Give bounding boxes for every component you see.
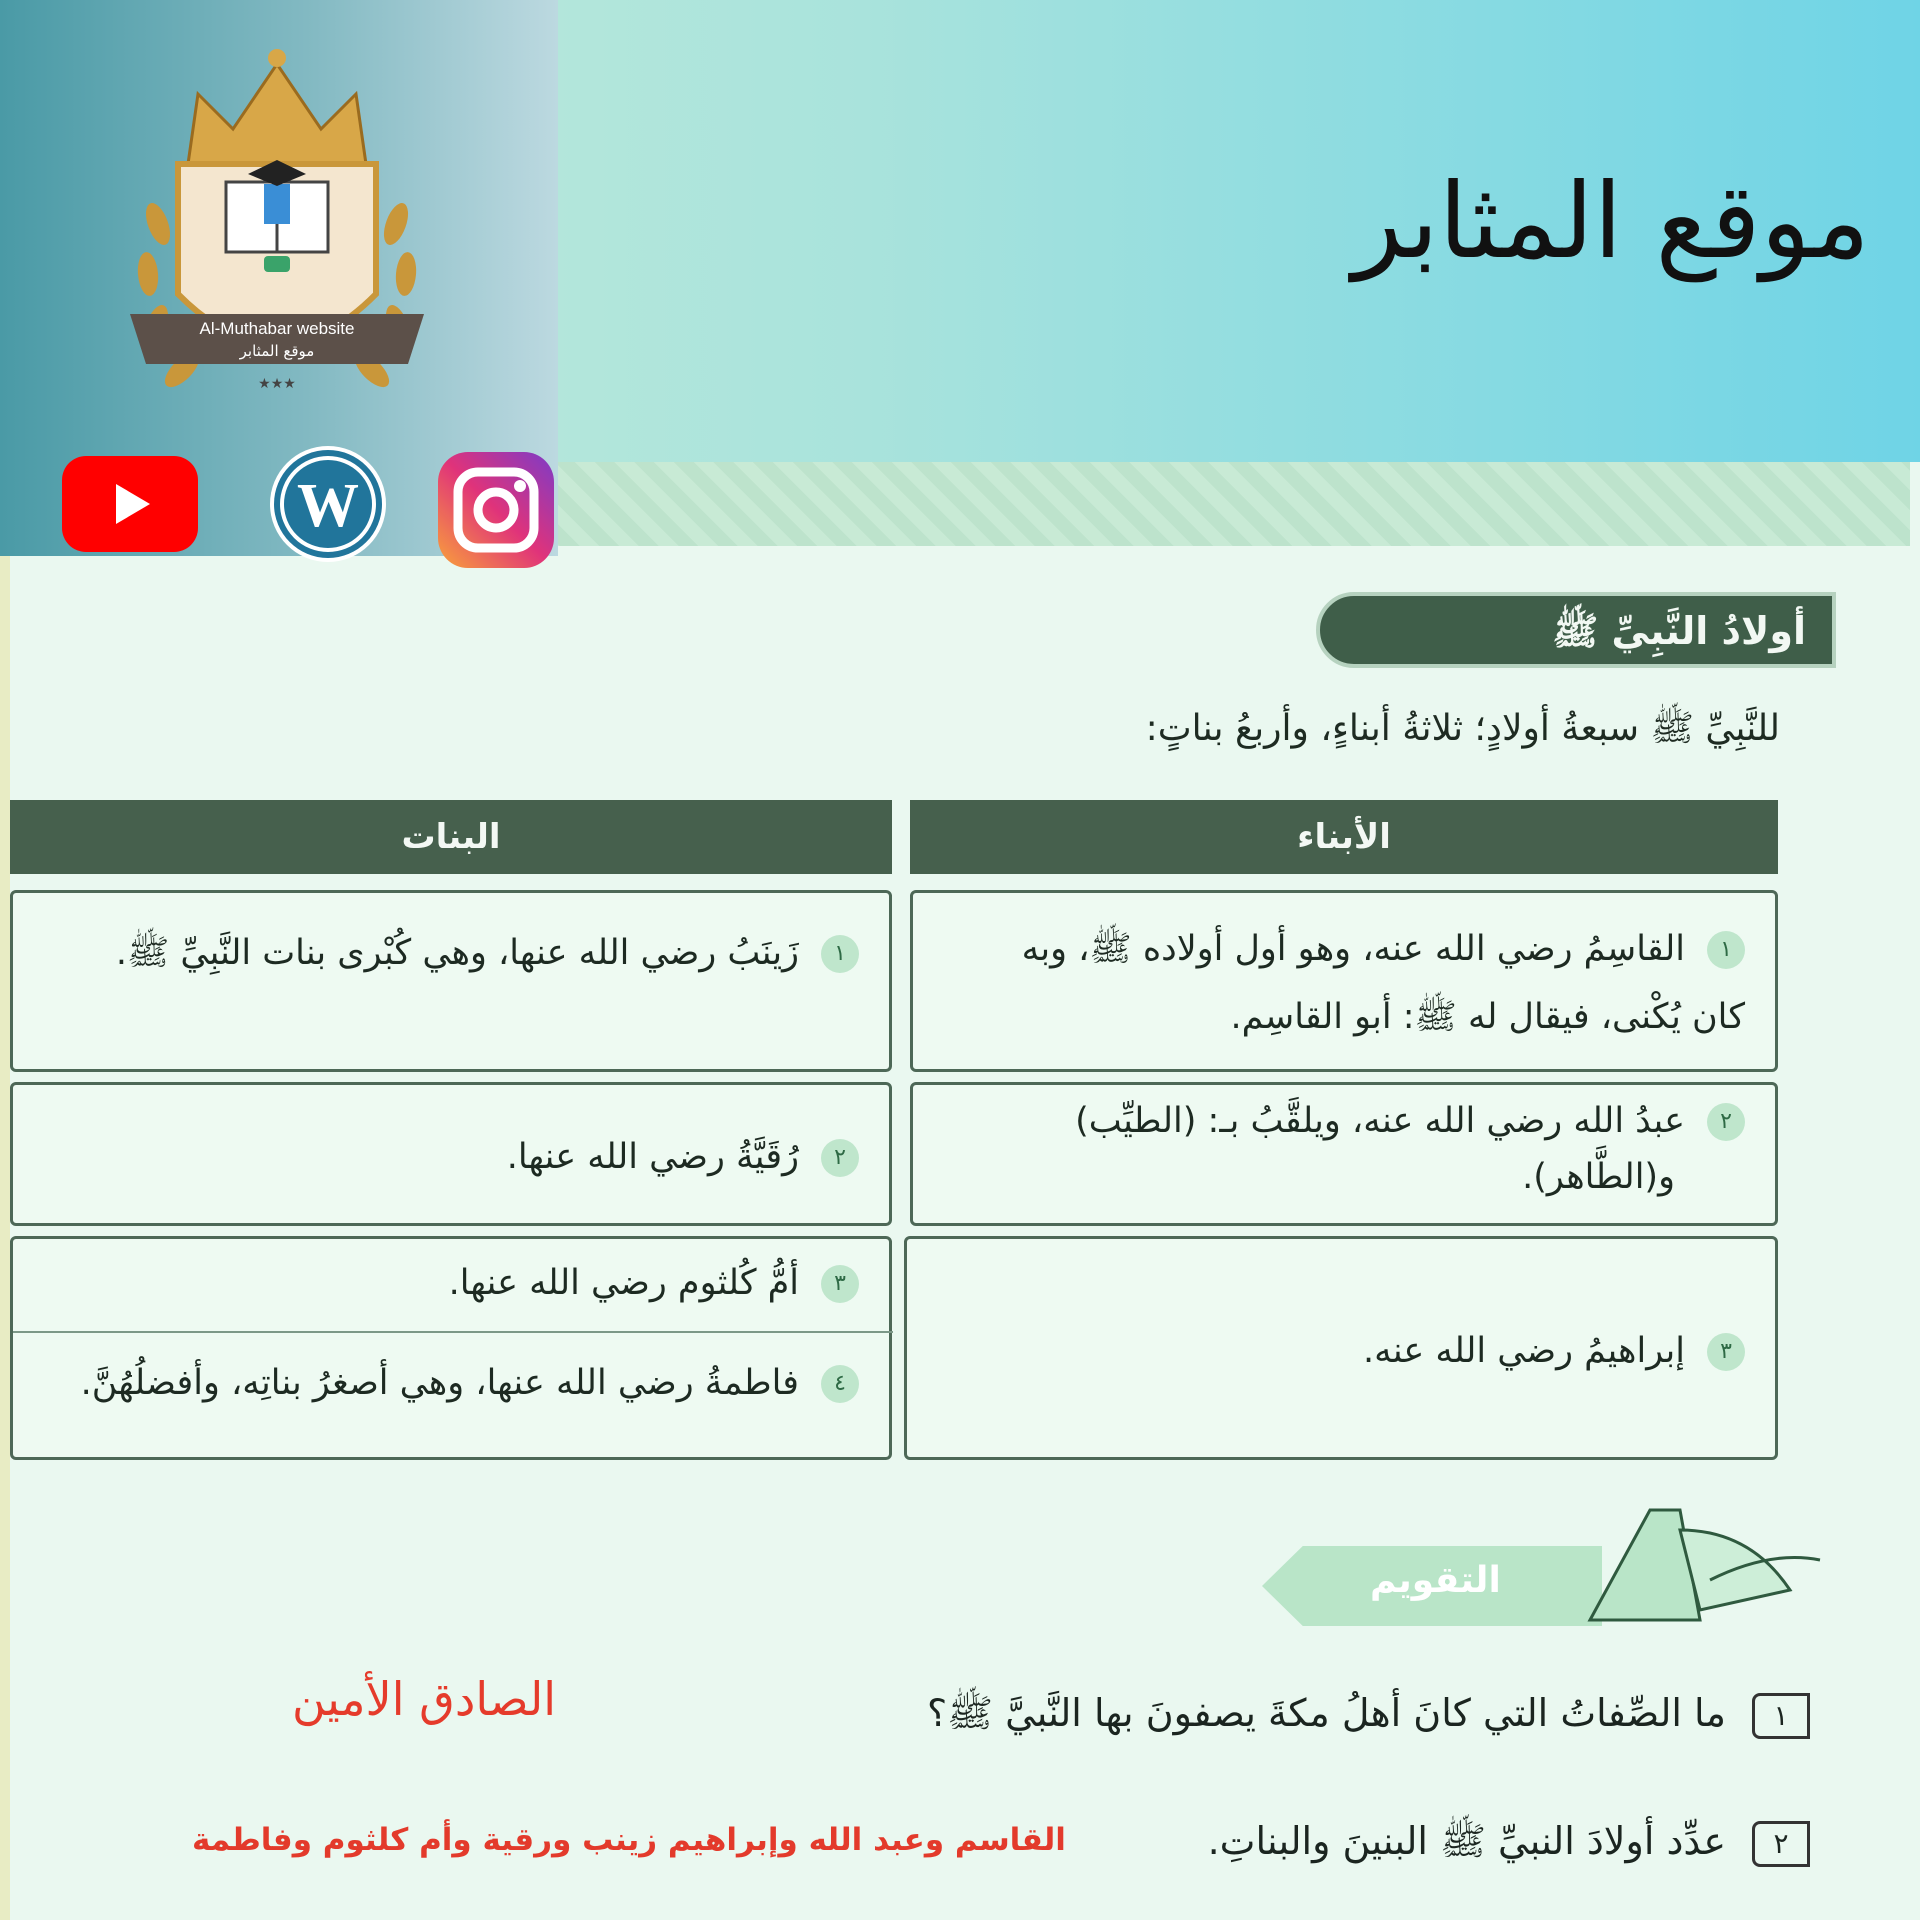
- row-number-badge: ١: [1707, 931, 1745, 969]
- question-number: ٢: [1752, 1821, 1810, 1867]
- daughter-4-text: فاطمةُ رضي الله عنها، وهي أصغرُ بناتِه، وأفضلُهُنَّ.: [80, 1363, 799, 1403]
- page-edge-strip: [0, 556, 10, 1920]
- svg-text:W: W: [297, 472, 359, 540]
- decorative-pattern-band: [540, 462, 1910, 546]
- question-2-text: عدِّد أولادَ النبيِّ ﷺ البنينَ والبناتِ.: [1207, 1819, 1726, 1863]
- question-number: ١: [1752, 1693, 1810, 1739]
- son-1-line-1: القاسِمُ رضي الله عنه، وهو أول أولاده ﷺ، وبه: [1021, 929, 1685, 969]
- row-number-badge: ١: [821, 935, 859, 973]
- pen-book-icon: [1560, 1490, 1830, 1630]
- son-1-line-2: كان يُكْنى، فيقال له ﷺ: أبو القاسِم.: [1230, 997, 1745, 1037]
- wordpress-icon[interactable]: [268, 444, 388, 564]
- daughters-row-1: [10, 890, 892, 1072]
- son-2-line-2: و(الطَّاهر).: [1522, 1157, 1675, 1197]
- evaluation-label: التقويم: [1370, 1560, 1501, 1601]
- answer-1: الصادق الأمين: [292, 1672, 557, 1726]
- answer-2: القاسم وعبد الله وإبراهيم زينب ورقية وأم كلثوم وفاطمة: [192, 1822, 1066, 1858]
- logo-panel: [0, 0, 558, 556]
- sons-row-3: [904, 1236, 1778, 1460]
- row-number-badge: ٤: [821, 1365, 859, 1403]
- question-1: [927, 1690, 1810, 1745]
- daughter-1-text: زَينَبُ رضي الله عنها، وهي كُبْرى بنات النَّبِيِّ ﷺ.: [115, 933, 799, 973]
- row-number-badge: ٣: [1707, 1333, 1745, 1371]
- row-number-badge: ٢: [1707, 1103, 1745, 1141]
- daughters-row-2: [10, 1082, 892, 1226]
- question-1-text: ما الصِّفاتُ التي كانَ أهلُ مكةَ يصفونَ بها النَّبيَّ ﷺ؟: [926, 1691, 1726, 1735]
- section-title-pill: [1316, 592, 1836, 668]
- site-logo-icon: [118, 34, 436, 430]
- row-number-badge: ٢: [821, 1139, 859, 1177]
- column-header-daughters: البنات: [10, 800, 892, 874]
- son-3-text: إبراهيمُ رضي الله عنه.: [1362, 1331, 1685, 1371]
- sons-row-1: [910, 890, 1778, 1072]
- youtube-icon[interactable]: [62, 456, 198, 552]
- son-2-line-1: عبدُ الله رضي الله عنه، ويلقَّبُ بـ: (الطيِّب): [1075, 1101, 1685, 1141]
- site-title: موقع المثابر: [1352, 160, 1870, 282]
- column-header-sons: الأبناء: [910, 800, 1778, 874]
- logo-text-en: Al-Muthabar website: [199, 319, 355, 338]
- question-2: [1208, 1818, 1810, 1873]
- section-title: أولادُ النَّبِيِّ ﷺ: [1552, 609, 1806, 653]
- instagram-icon[interactable]: [438, 452, 554, 568]
- sons-row-2: [910, 1082, 1778, 1226]
- svg-text:★★★: ★★★: [258, 376, 296, 392]
- row-number-badge: ٣: [821, 1265, 859, 1303]
- intro-text: للنَّبِيِّ ﷺ سبعةُ أولادٍ؛ ثلاثةُ أبناءٍ، وأربعُ بناتٍ:: [1145, 708, 1780, 749]
- daughter-2-text: رُقَيَّةُ رضي الله عنها.: [506, 1137, 799, 1177]
- logo-text-ar: موقع المثابر: [239, 342, 315, 360]
- daughters-row-3-4: [10, 1236, 892, 1460]
- row-divider: [13, 1331, 893, 1333]
- daughter-3-text: أمُّ كُلثوم رضي الله عنها.: [448, 1263, 799, 1303]
